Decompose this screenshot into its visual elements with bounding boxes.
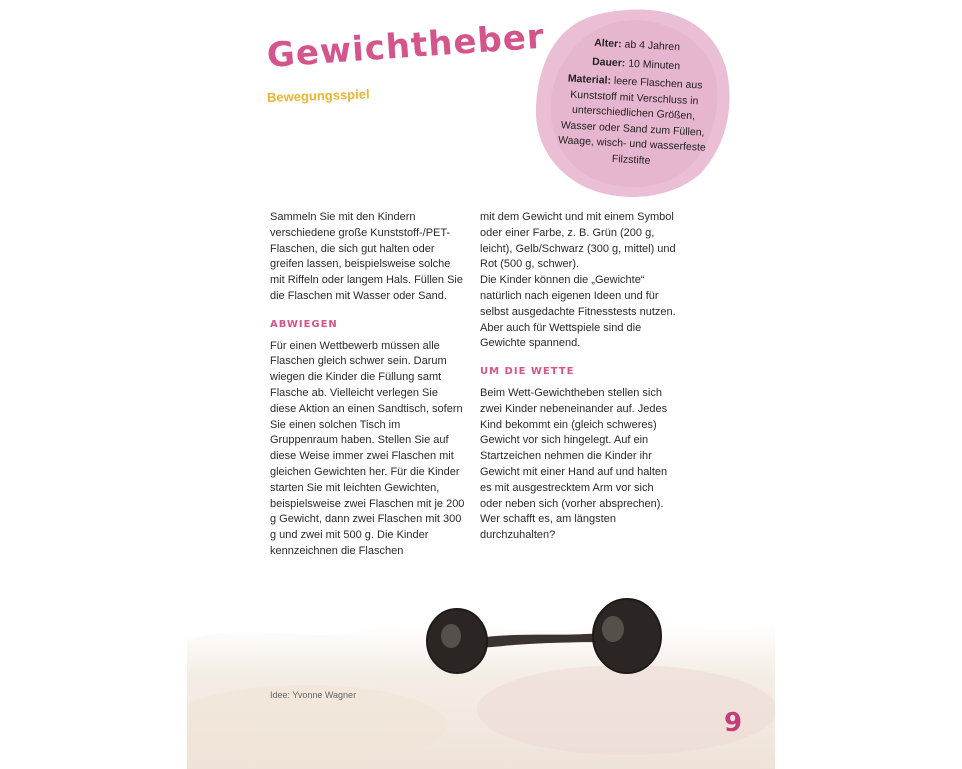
book-page <box>187 0 775 769</box>
text-column-left <box>270 210 466 560</box>
author-credit: Idee: Yvonne Wagner <box>270 690 357 700</box>
duration-value: 10 Minuten <box>627 57 681 72</box>
age-value: ab 4 Jahren <box>624 38 681 54</box>
section-text-abwiegen: Für einen Wettbewerb müssen alle Flaschen gleich schwer sein. Darum wiegen die Kinder die Füllung samt Flasche ab. Vielleicht verlegen Sie diese Aktion an einen Sandtisch, sofern Sie einen solchen Tisch im Gruppenraum haben. Stellen Sie auf diese Weise immer zwei Flaschen mit gleichen Gewichten her. Für die Kinder starten Sie mit leichten Gewichten, beispielsweise zwei Flaschen mit je 200 g Gewicht, dann zwei Flaschen mit 300 g und zwei mit 500 g. Die Kinder kennzeichnen die Flaschen <box>270 339 465 557</box>
section-heading-abwiegen: ABWIEGEN <box>270 318 338 330</box>
text-column-right <box>480 210 676 544</box>
ideas-paragraph: Die Kinder können die „Gewichte“ natürlich nach eigenen Ideen und für selbst ausgedachte Fitnesstests nutzen. Aber auch für Wettspiele sind die Gewichte spannend. <box>480 274 676 350</box>
age-label: Alter: <box>593 36 622 51</box>
page-title: Gewichtheber <box>265 16 546 76</box>
continued-paragraph: mit dem Gewicht und mit einem Symbol oder einer Farbe, z. B. Grün (200 g, leicht), Gelb/Schwarz (300 g, mittel) und Rot (500 g, schwer). <box>480 211 676 271</box>
info-box <box>552 34 717 175</box>
section-heading-um-die-wette: UM DIE WETTE <box>480 366 575 378</box>
dumbbell-icon <box>423 596 667 691</box>
section-text-um-die-wette: Beim Wett-Gewichtheben stellen sich zwei Kinder nebeneinander auf. Jedes Kind bekommt ein (gleich schweres) Gewicht vor sich hingelegt. Auf ein Startzeichen nehmen die Kinder ihr Gewicht mit einer Hand auf und halten es mit ausgestrecktem Arm vor sich oder neben sich (vorher absprechen). Wer schafft es, am längsten durchzuhalten? <box>480 386 668 542</box>
intro-paragraph: Sammeln Sie mit den Kindern verschiedene große Kunststoff-/PET-Flaschen, die sich gut halten oder greifen lassen, beispielsweise solche mit Riffeln oder langem Hals. Füllen Sie die Flaschen mit Wasser oder Sand. <box>270 211 463 302</box>
material-label: Material: <box>567 72 612 87</box>
duration-label: Dauer: <box>591 55 626 69</box>
material-info <box>552 71 715 172</box>
material-value: leere Flaschen aus Kunststoff mit Verschluss in unterschiedlichen Größen, Wasser oder Sand zum Füllen, Waage, wisch- und wasserfeste Filzstifte <box>557 74 707 167</box>
page-subtitle: Bewegungsspiel <box>266 86 370 105</box>
page-number: 9 <box>724 708 743 738</box>
